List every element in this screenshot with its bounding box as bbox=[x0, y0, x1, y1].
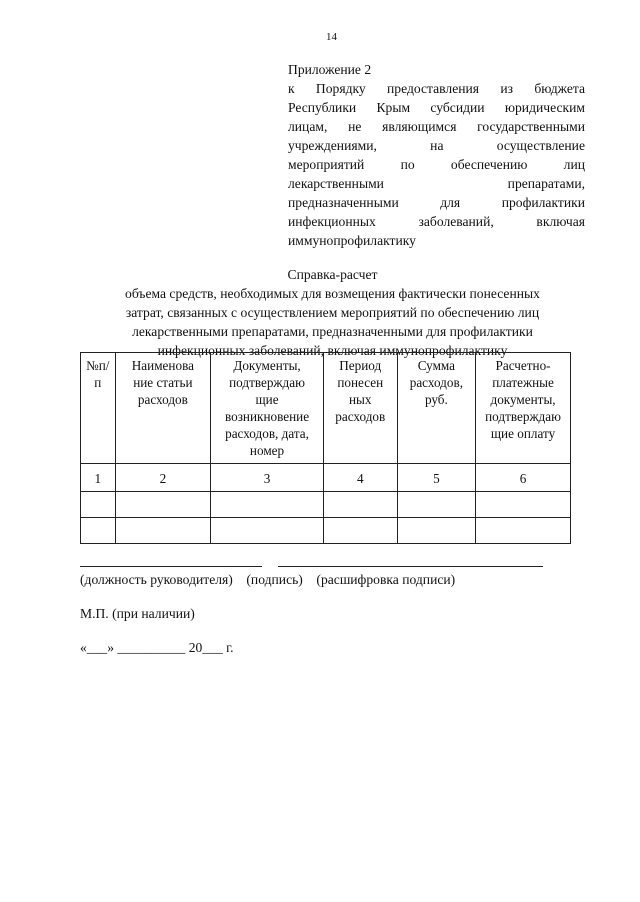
header-cell-documents: Документы, подтверждаю щие возникновение расходов, дата, номер bbox=[211, 353, 324, 464]
signature-labels: (должность руководителя) (подпись) (расшифровка подписи) bbox=[80, 572, 456, 587]
table-cell bbox=[81, 492, 116, 518]
calculation-table bbox=[80, 352, 571, 544]
table-cell bbox=[211, 492, 324, 518]
column-number-cell: 2 bbox=[115, 464, 211, 492]
appendix-line: к Порядку предоставления из бюджета bbox=[288, 81, 585, 96]
appendix-line: учреждениями, на осуществление bbox=[288, 138, 585, 153]
table-cell bbox=[115, 518, 211, 544]
table-header-row bbox=[81, 353, 571, 464]
header-cell-payment-documents: Расчетно- платежные документы, подтверждаю щие оплату bbox=[476, 353, 571, 464]
position-signature-line bbox=[80, 566, 262, 567]
appendix-line: лицам, не являющимся государственными bbox=[288, 119, 585, 134]
table-cell bbox=[476, 492, 571, 518]
table-row bbox=[81, 492, 571, 518]
heading-line: затрат, связанных с осуществлением мероприятий по обеспечению лиц bbox=[125, 305, 540, 320]
signature-decoding-line bbox=[278, 566, 543, 567]
table-cell bbox=[397, 518, 475, 544]
appendix-line: мероприятий по обеспечению лиц bbox=[288, 157, 585, 172]
table-cell bbox=[81, 518, 116, 544]
table-cell bbox=[397, 492, 475, 518]
header-cell-period: Период понесен ных расходов bbox=[323, 353, 397, 464]
column-number-cell: 3 bbox=[211, 464, 324, 492]
column-number-cell: 4 bbox=[323, 464, 397, 492]
column-number-cell: 5 bbox=[397, 464, 475, 492]
heading-title: Справка-расчет bbox=[287, 267, 378, 282]
heading-line: инфекционных заболеваний, включая иммунопрофилактику bbox=[157, 343, 508, 358]
table-cell bbox=[115, 492, 211, 518]
date-line: «___» __________ 20___ г. bbox=[80, 640, 234, 655]
heading-line: объема средств, необходимых для возмещения фактически понесенных bbox=[125, 286, 540, 301]
appendix-line: предназначенными для профилактики bbox=[288, 195, 585, 210]
header-cell-number: №п/ п bbox=[81, 353, 116, 464]
column-number-cell: 1 bbox=[81, 464, 116, 492]
table-cell bbox=[476, 518, 571, 544]
stamp-placeholder: М.П. (при наличии) bbox=[80, 606, 195, 621]
table-row bbox=[81, 518, 571, 544]
table-column-numbers-row bbox=[81, 464, 571, 492]
appendix-block bbox=[288, 60, 585, 250]
header-cell-amount: Сумма расходов, руб. bbox=[397, 353, 475, 464]
appendix-line: инфекционных заболеваний, включая bbox=[288, 214, 585, 229]
heading-line: лекарственными препаратами, предназначенными для профилактики bbox=[132, 324, 533, 339]
appendix-title: Приложение 2 bbox=[288, 62, 372, 77]
document-heading bbox=[80, 265, 585, 360]
appendix-line: лекарственными препаратами, bbox=[288, 176, 585, 191]
header-cell-expense-name: Наименова ние статьи расходов bbox=[115, 353, 211, 464]
page-number: 14 bbox=[326, 31, 337, 43]
column-number-cell: 6 bbox=[476, 464, 571, 492]
table-cell bbox=[323, 518, 397, 544]
table-cell bbox=[211, 518, 324, 544]
appendix-line: Республики Крым субсидии юридическим bbox=[288, 100, 585, 115]
appendix-line: иммунопрофилактику bbox=[288, 233, 416, 248]
table-cell bbox=[323, 492, 397, 518]
